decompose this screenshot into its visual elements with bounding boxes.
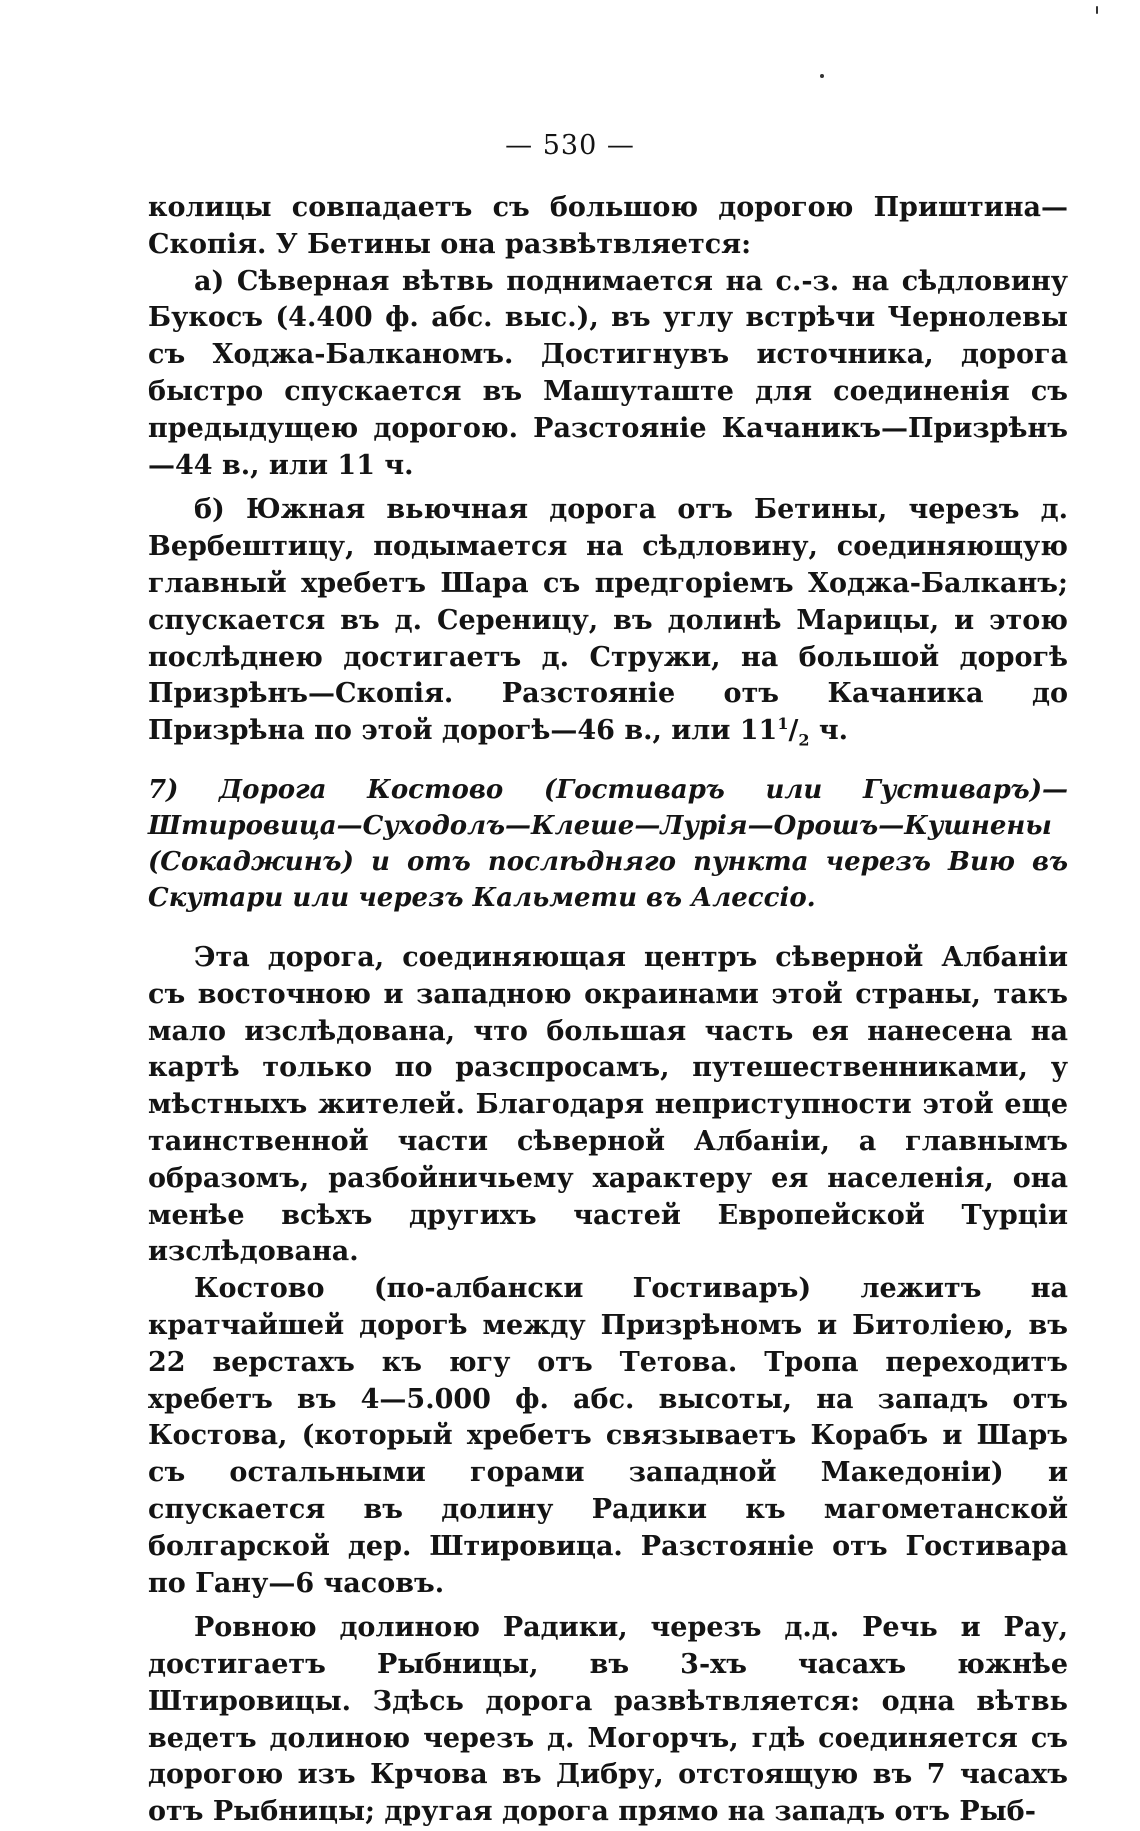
paragraph-continuation: колицы совпадаетъ съ большою дорогою Приштина—Скопія. У Бетины она развѣтвляется: [148, 192, 1068, 260]
section-heading-route-7: 7) Дорога Костово (Гостиваръ или Густиваръ)—Штировица—Суходолъ—Клеше—Лурія—Орошъ—Кушнены (Сокаджинъ) и отъ послѣдняго пункта черезъ Вию въ Скутари или черезъ Кальмети въ Алессіо. [148, 774, 1068, 913]
paragraph-route-description: Эта дорога, соединяющая центръ сѣверной Албаніи съ восточною и западною окраинами этой страны, такъ мало изслѣдована, что большая часть ея нанесена на картѣ только по разспросамъ, путешественниками, у мѣстныхъ жителей. Благодаря неприступности этой еще таинственной части сѣверной Албаніи, а главнымъ образомъ, разбойничьему характеру ея населенія, она менѣе всѣхъ другихъ частей Европейской Турціи изслѣдована. [148, 941, 1068, 1268]
paragraph-kostovo: Костово (по-албански Гостиваръ) лежитъ на кратчайшей дорогѣ между Призрѣномъ и Битоліею, въ 22 верстахъ къ югу отъ Тетова. Тропа переходитъ хребетъ въ 4—5.000 ф. абс. высоты, на западъ отъ Костова, (который хребетъ связываетъ Корабъ и Шаръ съ остальными горами западной Македоніи) и спускается въ долину Радики къ магометанской болгарской дер. Штировица. Разстояніе отъ Гостивара по Гану—6 часовъ. [148, 1273, 1068, 1599]
page-number: — 530 — [505, 130, 635, 161]
fraction-unit: ч. [809, 715, 849, 747]
fraction-numerator: 1 [777, 714, 789, 734]
paragraph-branch-south-text: б) Южная вьючная дорога отъ Бетины, черезъ д. Вербештицу, подымается на сѣдловину, соединяющую главный хребетъ Шара съ предгоріемъ Ходжа-Балканъ; спускается въ д. Сереницу, въ долинѣ Марицы, и этою послѣднею достигаетъ д. Стружи, на большой дорогѣ Призрѣнъ—Скопія. Разстояніе отъ Качаника до Призрѣна по этой дорогѣ—46 в., или 11 [148, 494, 1068, 747]
body-text [148, 190, 1068, 1831]
print-speck [1096, 6, 1098, 14]
paragraph-branch-north: а) Сѣверная вѣтвь поднимается на с.-з. на сѣдловину Букосъ (4.400 ф. абс. выс.), въ углу встрѣчи Чернолевы съ Ходжа-Балканомъ. Достигнувъ источника, дорога быстро спускается въ Машуташте для соединенія съ предыдущею дорогою. Разстояніе Качаникъ—Призрѣнъ—44 в., или 11 ч. [148, 265, 1068, 481]
fraction-denominator: 2 [798, 730, 810, 750]
fraction-slash: / [788, 715, 799, 747]
paragraph-radika-valley: Ровною долиною Радики, черезъ д.д. Речь и Рау, достигаетъ Рыбницы, въ 3-хъ часахъ южнѣе Штировицы. Здѣсь дорога развѣтвляется: одна вѣтвь ведетъ долиною черезъ д. Могорчъ, гдѣ соединяется съ дорогою изъ Крчова въ Дибру, отстоящую въ 7 часахъ отъ Рыбницы; другая дорога прямо на западъ отъ Рыб- [148, 1612, 1068, 1828]
print-speck [820, 74, 824, 78]
paragraph-branch-south [148, 492, 1068, 750]
